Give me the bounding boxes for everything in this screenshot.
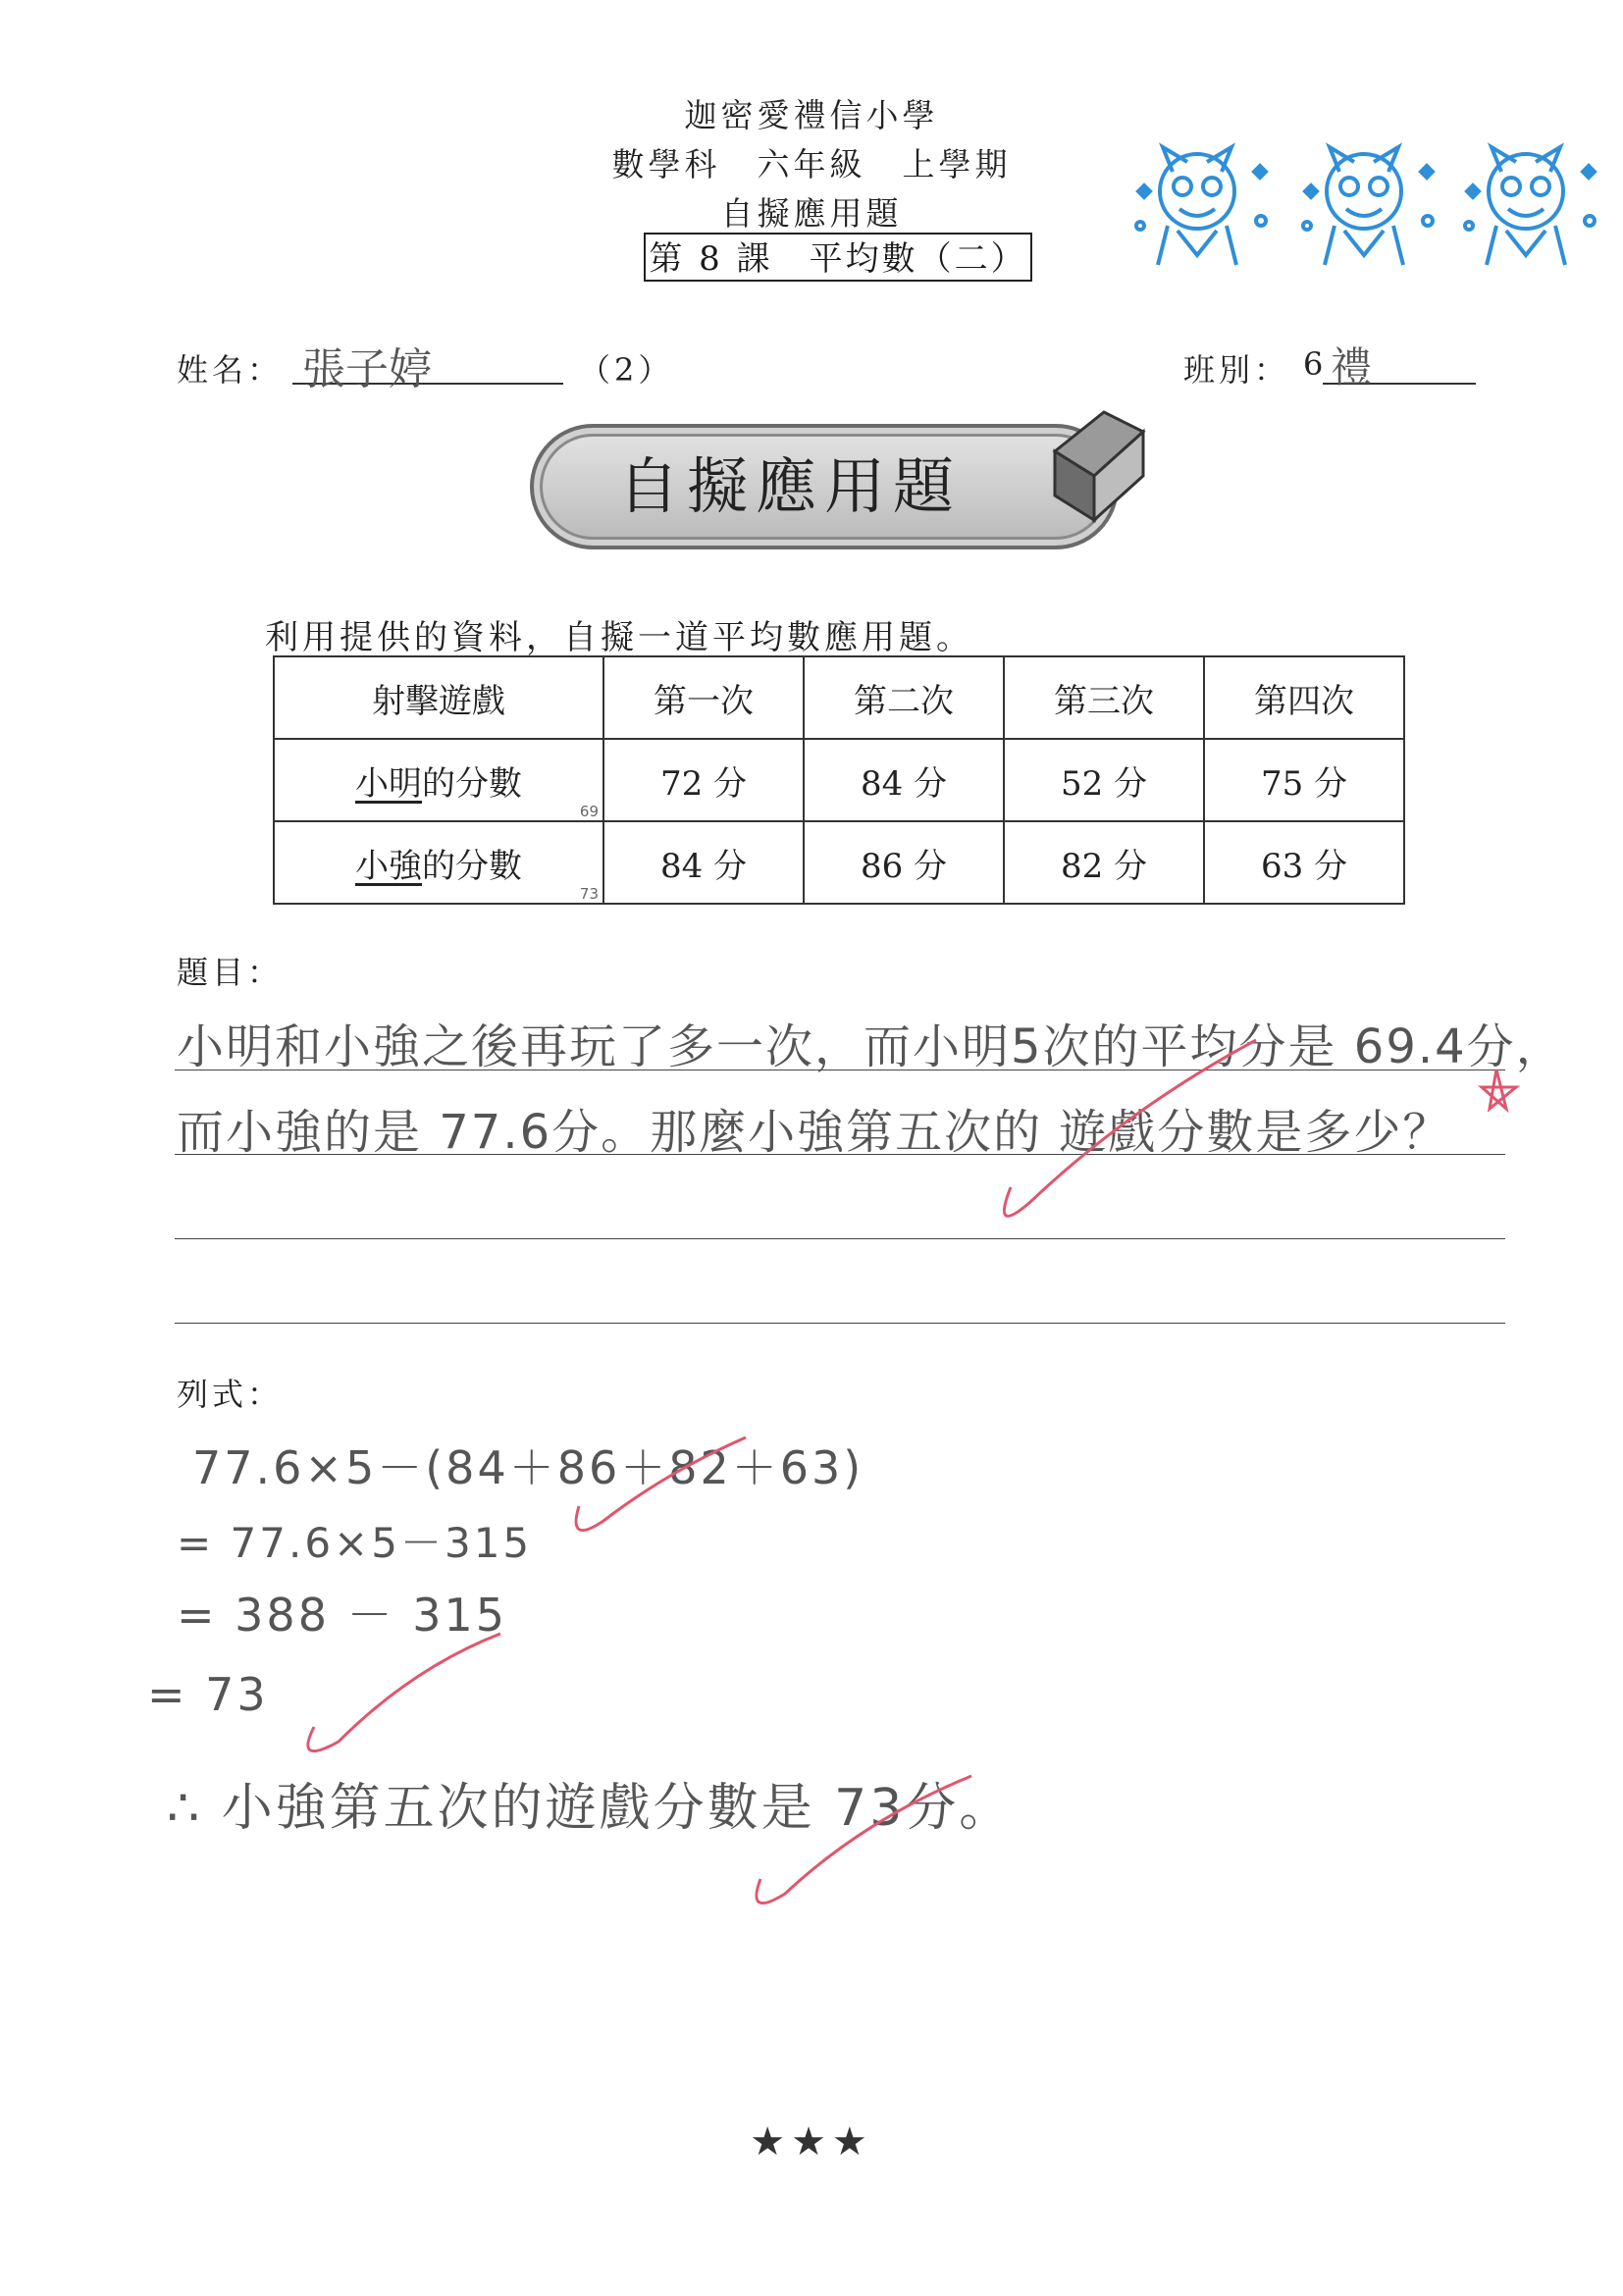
table-header-cell: 第四次 bbox=[1204, 656, 1404, 739]
name-label: 姓名： bbox=[177, 351, 284, 389]
class-label: 班別： bbox=[1183, 351, 1290, 389]
handwritten-note: 69 bbox=[579, 803, 599, 820]
table-cell: 86 分 bbox=[804, 821, 1004, 904]
row-person-name: 小強 bbox=[355, 846, 422, 886]
table-header-cell: 射擊遊戲 bbox=[274, 656, 603, 739]
row-person-name: 小明 bbox=[355, 763, 422, 804]
school-name: 迦密愛禮信小學 bbox=[684, 96, 939, 134]
worksheet-type: 自擬應用題 bbox=[720, 194, 903, 233]
footer-stars: ★★★ bbox=[750, 2119, 873, 2165]
table-cell: 75 分 bbox=[1204, 739, 1404, 821]
table-header-cell: 第一次 bbox=[603, 656, 804, 739]
row-label-suffix: 的分數 bbox=[422, 846, 522, 886]
table-header-cell: 第三次 bbox=[1004, 656, 1204, 739]
table-header-cell: 第二次 bbox=[804, 656, 1004, 739]
working-step: = 77.6×5－315 bbox=[177, 1519, 533, 1567]
class-handwritten: 禮 bbox=[1331, 343, 1373, 391]
tick-mark-icon bbox=[308, 1634, 500, 1751]
table-cell: 82 分 bbox=[1004, 821, 1204, 904]
star-icon bbox=[1482, 1070, 1516, 1109]
table-cell: 84 分 bbox=[804, 739, 1004, 821]
tick-mark-icon bbox=[576, 1437, 746, 1531]
subject-line: 數學科 六年級 上學期 bbox=[611, 145, 1012, 183]
table-cell: 52 分 bbox=[1004, 739, 1204, 821]
answer-sentence: ∴ 小強第五次的遊戲分數是 73分。 bbox=[167, 1779, 1014, 1838]
table-cell: 63 分 bbox=[1204, 821, 1404, 904]
tick-mark-icon bbox=[1004, 1040, 1256, 1216]
banner-title: 自擬應用題 bbox=[617, 450, 962, 522]
lesson-title: 第 8 課 平均數（二） bbox=[644, 233, 1032, 282]
row-label-suffix: 的分數 bbox=[422, 763, 522, 804]
working-step: = 73 bbox=[147, 1668, 269, 1721]
class-number: 6 bbox=[1303, 345, 1328, 383]
question-line-2: 而小強的是 77.6分。那麼小強第五次的 遊戲分數是多少？ bbox=[177, 1105, 1452, 1160]
working-step: = 388 － 315 bbox=[177, 1589, 508, 1642]
working-step: 77.6×5－(84＋86＋82＋63) bbox=[192, 1441, 864, 1494]
student-number: （2） bbox=[579, 351, 674, 389]
question-label: 題目： bbox=[177, 954, 284, 991]
question-line-1: 小明和小強之後再玩了多一次，而小明5次的平均分是 69.4分， bbox=[177, 1019, 1565, 1074]
table-cell: 72 分 bbox=[603, 739, 804, 821]
tick-mark-icon bbox=[757, 1776, 971, 1904]
instruction-text: 利用提供的資料，自擬一道平均數應用題。 bbox=[265, 618, 973, 657]
working-label: 列式： bbox=[177, 1376, 284, 1413]
table-cell: 84 分 bbox=[603, 821, 804, 904]
student-name: 張子婷 bbox=[302, 344, 432, 394]
handwritten-note: 73 bbox=[579, 885, 599, 903]
